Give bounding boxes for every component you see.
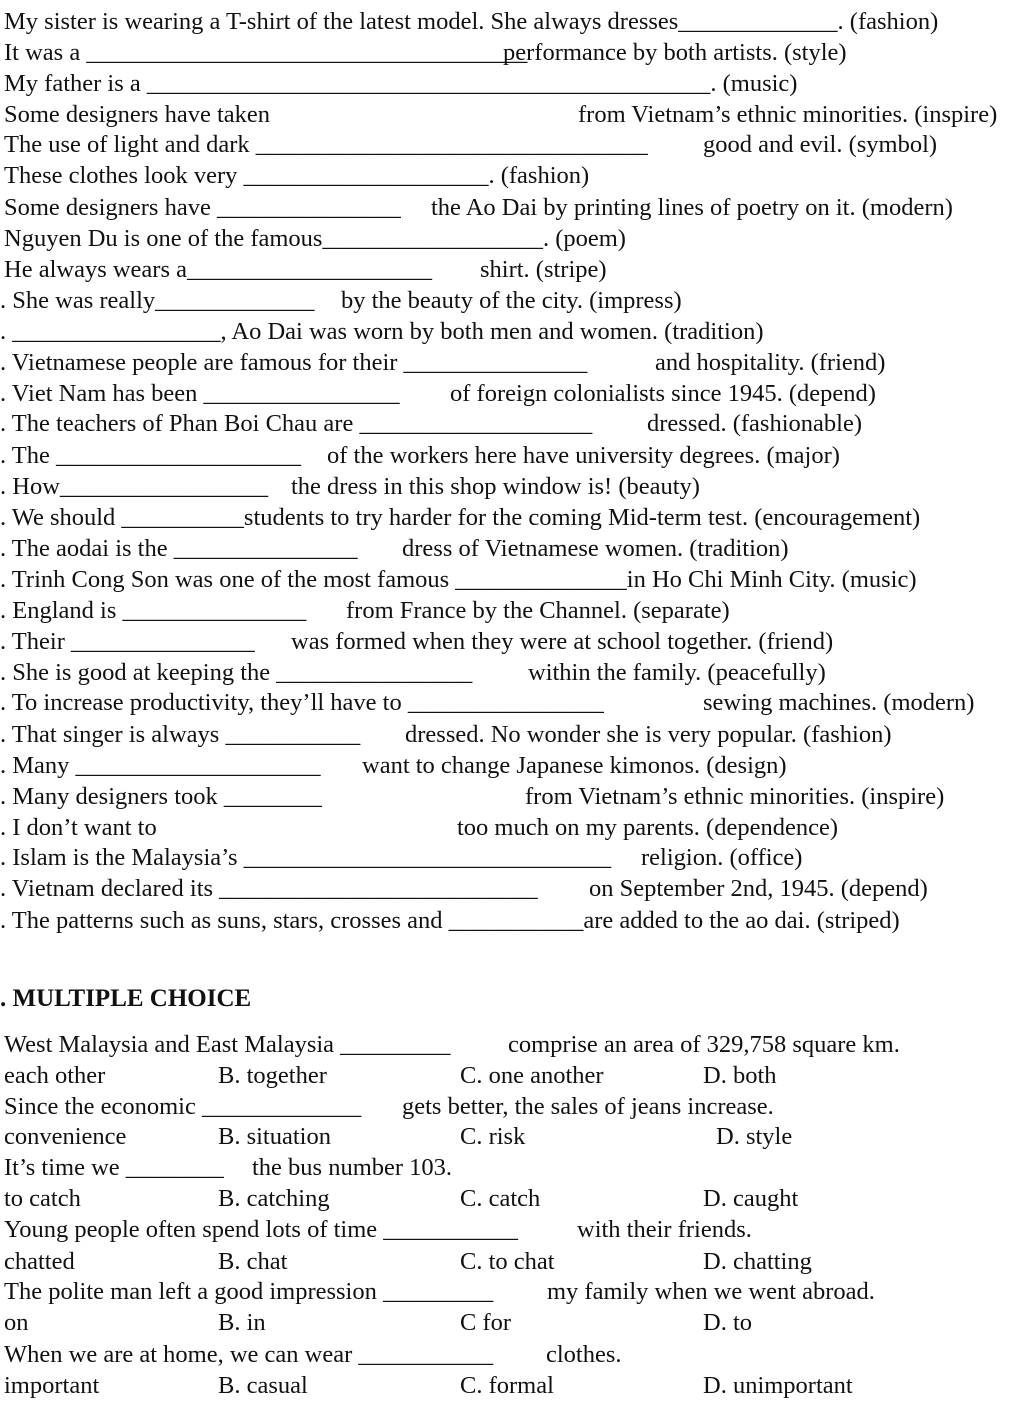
option-d: D. to <box>703 1309 752 1336</box>
line-text: . England is _______________ <box>0 597 307 624</box>
option-d: D. unimportant <box>703 1372 853 1399</box>
question-text: with their friends. <box>577 1216 752 1243</box>
exercise-line <box>0 905 1024 936</box>
options-line <box>0 1307 1024 1338</box>
options-line <box>0 1121 1024 1152</box>
exercise-line <box>0 316 1024 347</box>
question-text: my family when we went abroad. <box>547 1278 875 1305</box>
line-text: . She is good at keeping the ________________ <box>0 659 473 686</box>
line-text: within the family. (peacefully) <box>528 659 826 686</box>
option-d: D. style <box>716 1123 793 1150</box>
line-text: dressed. No wonder she is very popular. (fashion) <box>405 721 892 748</box>
line-text: . Trinh Cong Son was one of the most famous ______________in Ho Chi Minh City. (music) <box>0 566 917 593</box>
line-text: . Viet Nam has been ________________ <box>0 380 400 407</box>
exercise-line <box>0 502 1024 533</box>
line-text: . The ____________________ <box>0 442 302 469</box>
line-text: . To increase productivity, they’ll have to ________________ <box>0 689 604 716</box>
option-c: C. catch <box>460 1185 541 1212</box>
option-b: B. casual <box>218 1372 308 1399</box>
option-a: to catch <box>4 1185 81 1212</box>
question-line <box>0 1339 1024 1370</box>
exercise-line <box>0 285 1024 316</box>
option-a: convenience <box>4 1123 127 1150</box>
line-text: . The teachers of Phan Boi Chau are ___________________ <box>0 410 593 437</box>
question-text: comprise an area of 329,758 square km. <box>508 1031 900 1058</box>
line-text: performance by both artists. (style) <box>503 39 847 66</box>
exercise-line <box>0 347 1024 378</box>
option-c: C. to chat <box>460 1248 555 1275</box>
line-text: was formed when they were at school together. (friend) <box>291 628 834 655</box>
line-text: Some designers have _______________ <box>4 194 401 221</box>
options-line <box>0 1183 1024 1214</box>
line-text: . Vietnam declared its __________________________ <box>0 875 538 902</box>
line-text: dress of Vietnamese women. (tradition) <box>402 535 789 562</box>
exercise-line <box>0 192 1024 223</box>
question-line <box>0 1091 1024 1122</box>
exercise-line <box>0 68 1024 99</box>
exercise-line <box>0 6 1024 37</box>
line-text: from France by the Channel. (separate) <box>346 597 730 624</box>
exercise-line <box>0 564 1024 595</box>
exercise-line <box>0 471 1024 502</box>
exercise-line <box>0 626 1024 657</box>
exercise-line <box>0 254 1024 285</box>
exercise-line <box>0 657 1024 688</box>
line-text: . I don’t want to <box>0 814 157 841</box>
line-text: The use of light and dark ________________________________ <box>4 131 648 158</box>
line-text: religion. (office) <box>641 844 803 871</box>
line-text: sewing machines. (modern) <box>703 689 975 716</box>
exercise-line <box>0 440 1024 471</box>
line-text: and hospitality. (friend) <box>655 349 886 376</box>
line-text: . _________________, Ao Dai was worn by both men and women. (tradition) <box>0 318 764 345</box>
option-b: B. in <box>218 1309 266 1336</box>
line-text: Nguyen Du is one of the famous__________________. (poem) <box>4 225 626 252</box>
question-line <box>0 1276 1024 1307</box>
line-text: of foreign colonialists since 1945. (depend) <box>450 380 876 407</box>
question-text: Since the economic _____________ <box>4 1093 362 1120</box>
option-c: C for <box>460 1309 512 1336</box>
question-text: The polite man left a good impression _________ <box>4 1278 494 1305</box>
option-a: on <box>4 1309 29 1336</box>
line-text: . Islam is the Malaysia’s ______________________________ <box>0 844 612 871</box>
line-text: . Many ____________________ <box>0 752 321 779</box>
line-text: . How_________________ <box>0 473 269 500</box>
line-text: . That singer is always ___________ <box>0 721 361 748</box>
option-d: D. caught <box>703 1185 799 1212</box>
line-text: . Many designers took ________ <box>0 783 322 810</box>
section-heading: . MULTIPLE CHOICE <box>0 985 252 1012</box>
exercise-line <box>0 750 1024 781</box>
line-text: dressed. (fashionable) <box>647 410 862 437</box>
option-b: B. situation <box>218 1123 331 1150</box>
exercise-line <box>0 595 1024 626</box>
option-d: D. both <box>703 1062 777 1089</box>
options-line <box>0 1370 1024 1401</box>
exercise-line <box>0 129 1024 160</box>
exercise-line <box>0 223 1024 254</box>
line-text: These clothes look very ____________________. (fashion) <box>4 162 590 189</box>
exercise-line <box>0 378 1024 409</box>
question-line <box>0 1152 1024 1183</box>
question-text: gets better, the sales of jeans increase. <box>402 1093 774 1120</box>
exercise-line <box>0 781 1024 812</box>
line-text: He always wears a____________________ <box>4 256 432 283</box>
line-text: My father is a ______________________________________________. (music) <box>4 70 798 97</box>
question-text: It’s time we ________ <box>4 1154 224 1181</box>
exercise-line <box>0 842 1024 873</box>
question-line <box>0 1029 1024 1060</box>
exercise-line <box>0 99 1024 130</box>
options-line <box>0 1060 1024 1091</box>
exercise-line <box>0 873 1024 904</box>
exercise-line <box>0 160 1024 191</box>
line-text: . She was really_____________ <box>0 287 315 314</box>
line-text: It was a ____________________________________ <box>4 39 528 66</box>
question-line <box>0 1214 1024 1245</box>
option-c: C. formal <box>460 1372 554 1399</box>
line-text: from Vietnam’s ethnic minorities. (inspire) <box>525 783 945 810</box>
question-text: When we are at home, we can wear ___________ <box>4 1341 494 1368</box>
line-text: . Vietnamese people are famous for their _______________ <box>0 349 588 376</box>
line-text: good and evil. (symbol) <box>703 131 938 158</box>
question-text: Young people often spend lots of time ___________ <box>4 1216 519 1243</box>
line-text: on September 2nd, 1945. (depend) <box>589 875 928 902</box>
exercise-line <box>0 719 1024 750</box>
exercise-line <box>0 408 1024 439</box>
option-d: D. chatting <box>703 1248 812 1275</box>
question-text: West Malaysia and East Malaysia _________ <box>4 1031 451 1058</box>
option-c: C. one another <box>460 1062 604 1089</box>
option-a: chatted <box>4 1248 75 1275</box>
line-text: the Ao Dai by printing lines of poetry on it. (modern) <box>431 194 953 221</box>
line-text: from Vietnam’s ethnic minorities. (inspire) <box>578 101 998 128</box>
line-text: shirt. (stripe) <box>480 256 607 283</box>
line-text: too much on my parents. (dependence) <box>457 814 838 841</box>
line-text: My sister is wearing a T-shirt of the latest model. She always dresses_____________. (fashion) <box>4 8 939 35</box>
option-b: B. chat <box>218 1248 288 1275</box>
line-text: of the workers here have university degrees. (major) <box>327 442 840 469</box>
exercise-line <box>0 687 1024 718</box>
line-text: . The patterns such as suns, stars, crosses and ___________are added to the ao dai. (striped) <box>0 907 900 934</box>
question-text: the bus number 103. <box>252 1154 453 1181</box>
line-text: by the beauty of the city. (impress) <box>341 287 682 314</box>
line-text: want to change Japanese kimonos. (design) <box>362 752 787 779</box>
option-b: B. catching <box>218 1185 330 1212</box>
line-text: . We should __________students to try harder for the coming Mid-term test. (encouragement) <box>0 504 921 531</box>
question-text: clothes. <box>546 1341 622 1368</box>
line-text: . Their _______________ <box>0 628 255 655</box>
line-text: the dress in this shop window is! (beauty) <box>291 473 700 500</box>
exercise-line <box>0 533 1024 564</box>
line-text: . The aodai is the _______________ <box>0 535 358 562</box>
option-a: important <box>4 1372 100 1399</box>
option-a: each other <box>4 1062 106 1089</box>
option-c: C. risk <box>460 1123 526 1150</box>
exercise-line <box>0 37 1024 68</box>
line-text: Some designers have taken <box>4 101 271 128</box>
option-b: B. together <box>218 1062 327 1089</box>
exercise-line <box>0 812 1024 843</box>
options-line <box>0 1246 1024 1277</box>
